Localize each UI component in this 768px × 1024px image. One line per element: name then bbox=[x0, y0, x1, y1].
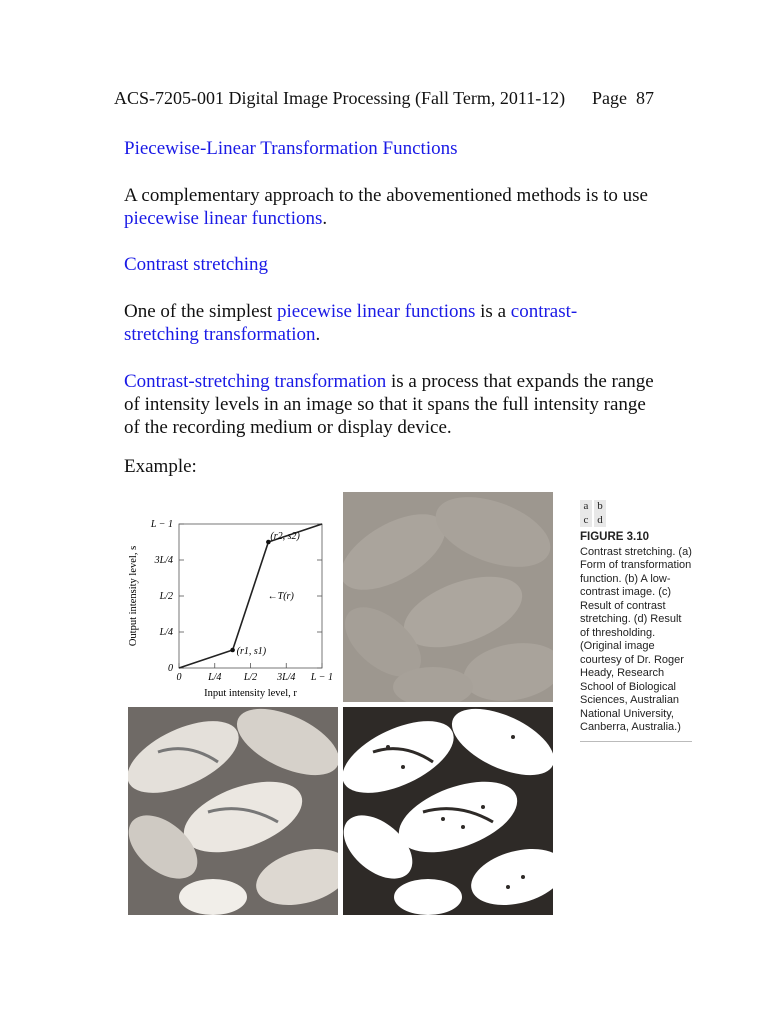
figure-panel-a-chart bbox=[124, 492, 340, 704]
x-tick-label-2: L/2 bbox=[243, 672, 258, 683]
x-tick-label-1: L/4 bbox=[208, 672, 222, 683]
y-tick-label-2: L/2 bbox=[159, 591, 173, 602]
figure-caption bbox=[580, 500, 692, 742]
para3-link[interactable]: Contrast-stretching transformation bbox=[124, 371, 387, 392]
panel-label-c: c bbox=[580, 514, 592, 528]
figure-title: FIGURE 3.10 bbox=[580, 531, 650, 543]
page-number-label bbox=[592, 88, 654, 109]
transformation-chart bbox=[124, 492, 340, 704]
para1-text: A complementary approach to the abovementioned methods is to use bbox=[124, 185, 648, 206]
paragraph-complementary bbox=[124, 184, 684, 230]
panel-label-b: b bbox=[594, 500, 606, 514]
annotation-r1-s1: (r1, s1) bbox=[236, 646, 267, 657]
figure-panel-c-stretched-image bbox=[128, 707, 338, 915]
x-tick-label-4: L − 1 bbox=[310, 672, 334, 683]
para2-text-mid: is a bbox=[475, 301, 511, 322]
caption-rule bbox=[580, 741, 692, 742]
course-title: ACS-7205-001 Digital Image Processing (Fall Term, 2011-12) bbox=[114, 88, 566, 108]
example-label: Example: bbox=[124, 456, 197, 477]
para1-end: . bbox=[322, 208, 328, 229]
page-number: 87 bbox=[636, 88, 654, 108]
panel-label-grid bbox=[580, 500, 692, 527]
y-axis-label: Output intensity level, s bbox=[128, 545, 139, 647]
pollen-image-stretched bbox=[128, 707, 338, 915]
figure-panel-b-low-contrast-image bbox=[343, 492, 553, 702]
panel-label-d: d bbox=[594, 514, 606, 528]
section-title-piecewise: Piecewise-Linear Transformation Functions bbox=[124, 138, 458, 159]
pollen-image-low-contrast bbox=[343, 492, 553, 702]
x-tick-label-0: 0 bbox=[176, 672, 182, 683]
panel-label-a: a bbox=[580, 500, 592, 514]
page-label: Page bbox=[592, 88, 627, 108]
x-axis-label: Input intensity level, r bbox=[204, 688, 297, 699]
x-tick-label-3: 3L/4 bbox=[277, 672, 296, 683]
figure-panel-d-thresholded-image bbox=[343, 707, 553, 915]
figure-caption-text: Contrast stretching. (a) Form of transformation function. (b) A low-contrast image. (c) Result of contrast stretching. (d) Result of thresholding. (Original image courtesy of Dr. Roger Heady, Research School of Biological Sciences, Australian National University, Canberra, Australia.) bbox=[580, 545, 692, 733]
breakpoint-1 bbox=[230, 648, 235, 653]
para1-link[interactable]: piecewise linear functions bbox=[124, 208, 323, 229]
para3-text: is a process that expands the range of intensity levels in an image so that it spans the full intensity range of the recording medium or display device. bbox=[124, 371, 654, 438]
section-title-contrast: Contrast stretching bbox=[124, 254, 269, 275]
para2-text: One of the simplest bbox=[124, 301, 278, 322]
annotation-t-r: ←T(r) bbox=[267, 591, 294, 602]
annotation-r2-s2: (r2, s2) bbox=[270, 531, 300, 542]
para2-link-piecewise[interactable]: piecewise linear functions bbox=[277, 301, 476, 322]
y-tick-label-4: L − 1 bbox=[150, 519, 173, 530]
y-tick-label-0: 0 bbox=[168, 663, 173, 674]
para2-link-contrast[interactable]: contrast-stretching transformation bbox=[124, 301, 578, 345]
para2-end: . bbox=[315, 324, 321, 345]
y-tick-label-3: 3L/4 bbox=[154, 555, 173, 566]
page-header bbox=[114, 88, 654, 109]
paragraph-definition bbox=[124, 370, 654, 439]
pollen-image-thresholded bbox=[343, 707, 553, 915]
paragraph-simplest bbox=[124, 300, 624, 346]
y-tick-label-1: L/4 bbox=[159, 627, 173, 638]
